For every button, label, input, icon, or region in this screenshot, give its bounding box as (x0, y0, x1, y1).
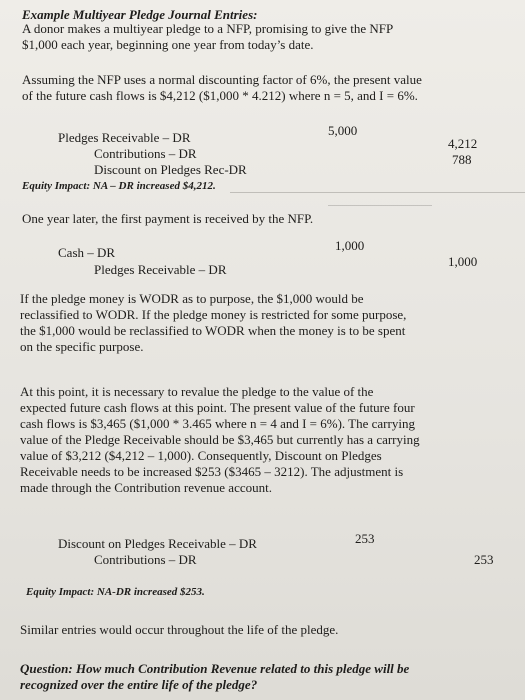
entry1-line1-account: Pledges Receivable – DR (58, 130, 191, 145)
revalue-line: cash flows is $3,465 ($1,000 * 3.465 where n = 4 and I = 6%). The carrying (20, 416, 415, 431)
divider (230, 192, 525, 193)
entry3-line1-debit: 253 (355, 531, 375, 546)
question-paragraph (20, 661, 409, 693)
wodr-line: on the specific purpose. (20, 339, 144, 354)
document-title: Example Multiyear Pledge Journal Entries: (22, 7, 258, 22)
intro-paragraph (22, 21, 393, 53)
intro-line: A donor makes a multiyear pledge to a NFP, promising to give the NFP (22, 21, 394, 36)
entry2-line1-debit: 1,000 (335, 238, 365, 253)
entry1-line2-account: Contributions – DR (94, 146, 197, 161)
revalue-paragraph (20, 384, 420, 496)
entry1-line1-debit: 5,000 (328, 123, 358, 138)
assumption-line: of the future cash flows is $4,212 ($1,000 * 4.212) where n = 5, and I = 6%. (22, 88, 418, 103)
entry1-line3-account: Discount on Pledges Rec-DR (94, 162, 247, 177)
intro-line: $1,000 each year, beginning one year from today’s date. (22, 37, 314, 52)
wodr-line: reclassified to WODR. If the pledge money is restricted for some purpose, (20, 307, 407, 322)
revalue-line: value of the Pledge Receivable should be $3,465 but currently has a carrying (20, 432, 420, 447)
question-line: Question: How much Contribution Revenue related to this pledge will be (20, 661, 410, 676)
revalue-line: Receivable needs to be increased $253 ($3465 – 3212). The adjustment is (20, 464, 404, 479)
wodr-line: the $1,000 would be reclassified to WODR when the money is to be spent (20, 323, 406, 338)
entry3-equity-impact: Equity Impact: NA-DR increased $253. (26, 586, 205, 598)
revalue-line: value of $3,212 ($4,212 – 1,000). Consequently, Discount on Pledges (20, 448, 382, 463)
entry1-line2-credit: 4,212 (448, 136, 478, 151)
revalue-line: At this point, it is necessary to revalue the pledge to the value of the (20, 384, 374, 399)
entry2-line2-credit: 1,000 (448, 254, 478, 269)
entry3-line2-account: Contributions – DR (94, 552, 197, 567)
assumption-paragraph (22, 72, 422, 104)
assumption-line: Assuming the NFP uses a normal discounting factor of 6%, the present value (22, 72, 422, 87)
entry3-line2-credit: 253 (474, 552, 494, 567)
revalue-line: expected future cash flows at this point. The present value of the future four (20, 400, 415, 415)
entry1-line3-credit: 788 (452, 152, 472, 167)
one-year-later-text: One year later, the first payment is received by the NFP. (22, 211, 314, 226)
wodr-line: If the pledge money is WODR as to purpose, the $1,000 would be (20, 291, 364, 306)
revalue-line: made through the Contribution revenue account. (20, 480, 272, 495)
divider (328, 205, 432, 206)
entry3-line1-account: Discount on Pledges Receivable – DR (58, 536, 257, 551)
wodr-paragraph (20, 291, 406, 355)
entry2-line1-account: Cash – DR (58, 245, 116, 260)
similar-entries-text: Similar entries would occur throughout the life of the pledge. (20, 622, 339, 637)
entry2-line2-account: Pledges Receivable – DR (94, 262, 227, 277)
question-line: recognized over the entire life of the pledge? (20, 677, 258, 692)
entry1-equity-impact: Equity Impact: NA – DR increased $4,212. (22, 180, 216, 192)
